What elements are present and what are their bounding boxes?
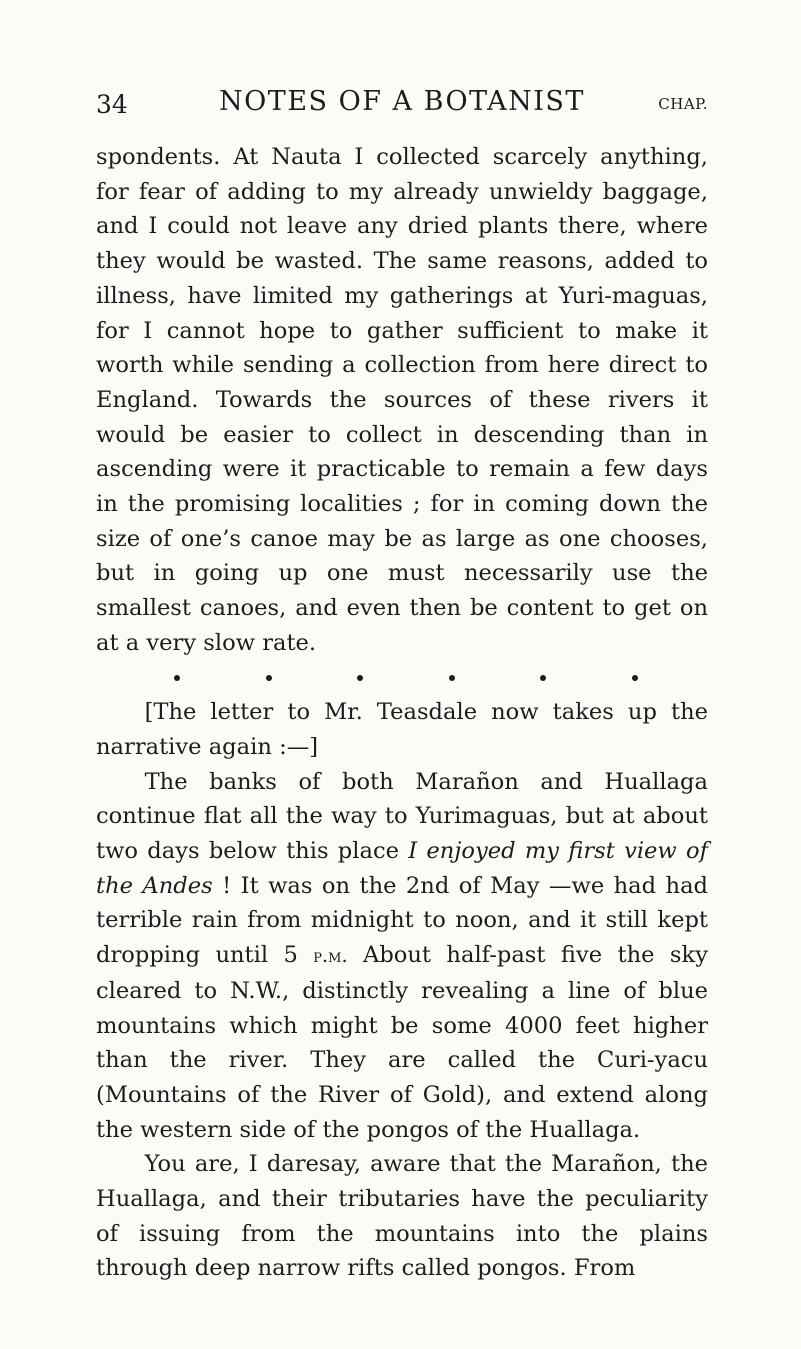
page-number: 34 — [96, 90, 128, 119]
ellipsis-dot — [540, 675, 546, 681]
page-header — [96, 86, 708, 126]
paragraph-continued: spondents. At Nauta I collected scarcely anything, for fear of adding to my already unwieldy baggage, and I could not leave any dried plants there, where they would be wasted. The same reasons, added to illness, have limited my gatherings at Yuri-maguas, for I cannot hope to gather sufficient to make it worth while sending a collection from here direct to England. Towards the sources of these rivers it would be easier to collect in descending than in ascending were it practicable to remain a few days in the promising localities ; for in coming down the size of one’s canoe may be as large as one chooses, but in going up one must necessarily use the smallest canoes, and even then be content to get on at a very slow rate. — [96, 144, 708, 656]
chapter-label: CHAP. — [658, 95, 708, 113]
ellipsis-dot — [174, 675, 180, 681]
text-span: About half-past five the sky cleared to N.W., distinctly revealing a line of blue mountains which might be some 4000 feet higher than the river. They are called the Curi-yacu (Mountains of the River of Gold), and extend along the western side of the pongos of the Huallaga. — [96, 942, 708, 1143]
running-title: NOTES OF A BOTANIST — [219, 86, 585, 117]
ellipsis-dot — [632, 675, 638, 681]
ellipsis-dot — [266, 675, 272, 681]
italic-phrase: I enjoyed my first view of the Andes — [96, 838, 708, 899]
editorial-note: [The letter to Mr. Teasdale now takes up the narrative again :—] — [96, 699, 708, 760]
page-body — [96, 140, 708, 1286]
paragraph-andes — [96, 765, 708, 1148]
time-abbreviation: p.m. — [313, 944, 348, 968]
text-span: The banks of both Marañon and Huallaga continue flat all the way to Yurimaguas, but at about two days below this place — [96, 768, 708, 865]
text-span: ! It was on the 2nd of May —we had had terrible rain from midnight to noon, and it still kept dropping until 5 — [96, 872, 709, 969]
section-break-dots — [96, 661, 708, 696]
paragraph-pongos: You are, I daresay, aware that the Marañon, the Huallaga, and their tributaries have the peculiarity of issuing from the mountains into the plains through deep narrow rifts called pongos. From — [96, 1151, 708, 1282]
ellipsis-dot — [357, 675, 363, 681]
ellipsis-dot — [449, 675, 455, 681]
